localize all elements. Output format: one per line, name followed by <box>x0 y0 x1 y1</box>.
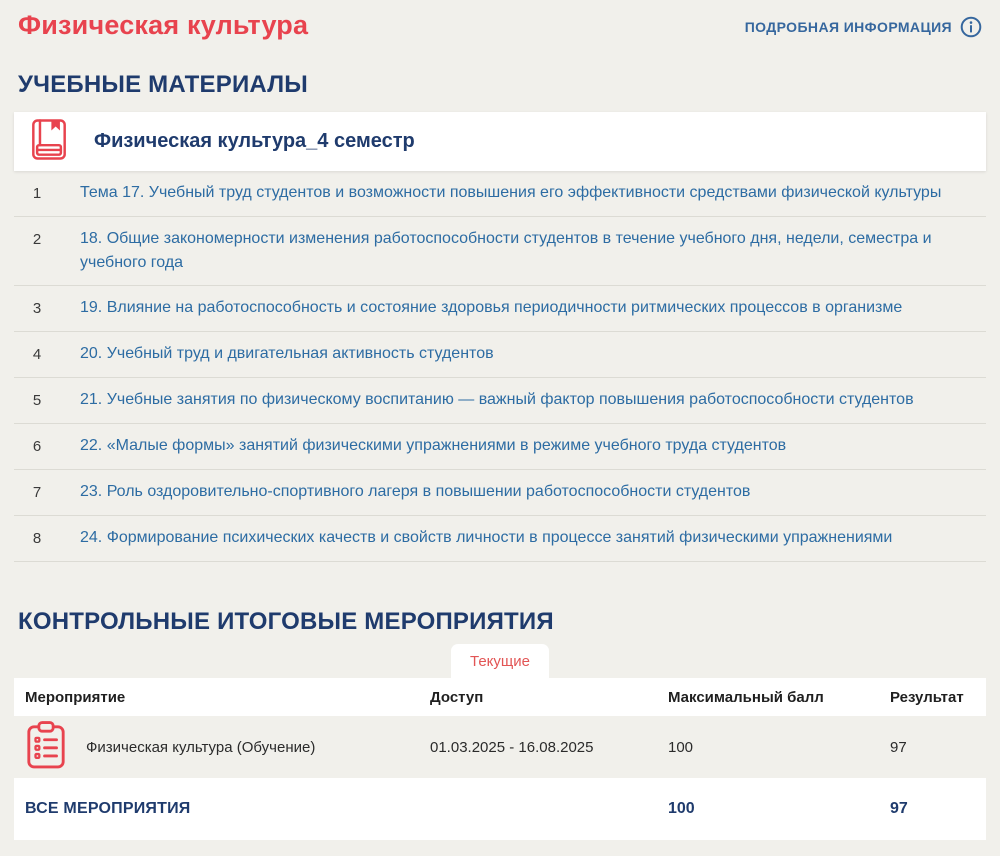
material-row <box>14 378 986 424</box>
all-events-link[interactable]: ВСЕ МЕРОПРИЯТИЯ <box>25 800 191 817</box>
material-number: 8 <box>32 530 42 547</box>
event-max-score: 100 <box>668 738 694 756</box>
material-row <box>14 470 986 516</box>
material-link[interactable]: 18. Общие закономерности изменения работоспособности студентов в течение учебного дня, недели, семестра и учебного года <box>80 230 932 271</box>
event-name[interactable]: Физическая культура (Обучение) <box>86 738 316 756</box>
detailed-info-link[interactable] <box>745 16 982 38</box>
events-table <box>14 678 986 840</box>
column-header-result: Результат <box>890 688 964 706</box>
tab-current[interactable]: Текущие <box>451 644 549 678</box>
book-icon <box>30 118 68 166</box>
material-row <box>14 516 986 562</box>
events-table-footer <box>14 778 986 840</box>
material-row <box>14 217 986 286</box>
material-link[interactable]: 24. Формирование психических качеств и свойств личности в процессе занятий физическими упражнениями <box>80 529 893 546</box>
course-card-title[interactable]: Физическая культура_4 семестр <box>94 130 415 152</box>
material-link[interactable]: 19. Влияние на работоспособность и состояние здоровья периодичности ритмических процессов в организме <box>80 299 903 316</box>
materials-heading: УЧЕБНЫЕ МАТЕРИАЛЫ <box>18 71 308 98</box>
course-card[interactable] <box>14 112 986 171</box>
event-result: 97 <box>890 738 907 756</box>
footer-result-total: 97 <box>890 800 908 817</box>
column-header-name: Мероприятие <box>25 688 126 706</box>
column-header-max-score: Максимальный балл <box>668 688 824 706</box>
events-heading: КОНТРОЛЬНЫЕ ИТОГОВЫЕ МЕРОПРИЯТИЯ <box>18 608 554 635</box>
material-row <box>14 286 986 332</box>
material-number: 6 <box>32 438 42 455</box>
material-link[interactable]: Тема 17. Учебный труд студентов и возможности повышения его эффективности средствами физической культуры <box>80 184 942 201</box>
event-row[interactable] <box>14 716 986 778</box>
material-link[interactable]: 20. Учебный труд и двигательная активность студентов <box>80 345 494 362</box>
material-number: 3 <box>32 300 42 317</box>
footer-max-score-total: 100 <box>668 800 695 817</box>
material-number: 1 <box>32 185 42 202</box>
event-name-cell <box>14 720 419 775</box>
material-number: 7 <box>32 484 42 501</box>
material-number: 5 <box>32 392 42 409</box>
material-row <box>14 424 986 470</box>
column-header-access: Доступ <box>430 688 484 706</box>
material-link[interactable]: 22. «Малые формы» занятий физическими упражнениями в режиме учебного труда студентов <box>80 437 787 454</box>
material-link[interactable]: 21. Учебные занятия по физическому воспитанию — важный фактор повышения работоспособности студентов <box>80 391 914 408</box>
events-table-header <box>14 678 986 716</box>
clipboard-list-icon <box>25 720 67 775</box>
material-number: 4 <box>32 346 42 363</box>
material-number: 2 <box>32 231 42 248</box>
detailed-info-label: ПОДРОБНАЯ ИНФОРМАЦИЯ <box>744 19 952 35</box>
material-row <box>14 332 986 378</box>
event-access-dates: 01.03.2025 - 16.08.2025 <box>430 738 594 756</box>
materials-list <box>14 171 986 562</box>
page-header <box>14 8 986 41</box>
info-icon[interactable] <box>960 16 982 38</box>
material-link[interactable]: 23. Роль оздоровительно-спортивного лагеря в повышении работоспособности студентов <box>80 483 751 500</box>
material-row <box>14 171 986 217</box>
page-title: Физическая культура <box>18 10 309 40</box>
